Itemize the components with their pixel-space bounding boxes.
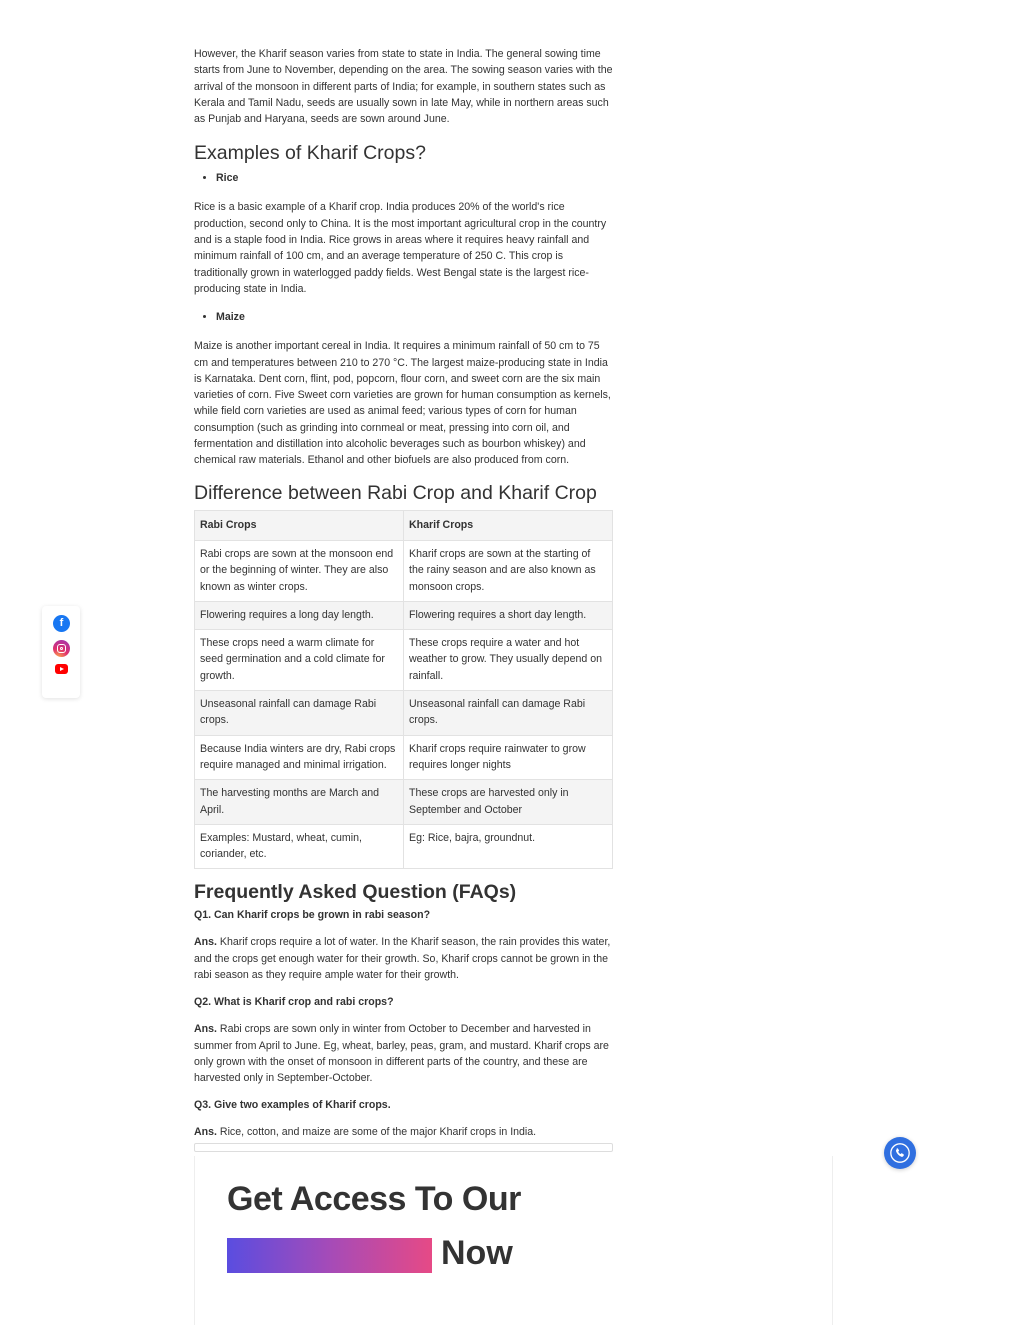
- instagram-dot: [60, 647, 63, 650]
- table-row: [195, 780, 613, 825]
- faq-question-2: Q2. What is Kharif crop and rabi crops?: [194, 996, 394, 1009]
- faq-answer-3: [194, 1124, 613, 1140]
- table-row: [195, 601, 613, 629]
- table-cell-kharif: These crops are harvested only in September and October: [404, 780, 613, 825]
- youtube-icon[interactable]: [55, 664, 68, 674]
- intro-paragraph: However, the Kharif season varies from state to state in India. The general sowing time starts from June to November, depending on the area. The sowing season varies with the arrival of the monsoon in different parts of India; for example, in southern states such as Kerala and Tamil Nadu, seeds are usually sown in late May, while in northern areas such as Punjab and Haryana, seeds are sown around June.: [194, 48, 613, 126]
- faq-question-1: Q1. Can Kharif crops be grown in rabi season?: [194, 909, 431, 922]
- difference-heading: Difference between Rabi Crop and Kharif Crop: [194, 481, 597, 504]
- table-header-rabi: Rabi Crops: [195, 510, 404, 540]
- table-row: [195, 540, 613, 601]
- table-row: [195, 691, 613, 736]
- table-row: [195, 824, 613, 869]
- phone-icon: [890, 1143, 910, 1163]
- answer-text: Rabi crops are sown only in winter from October to December and harvested in summer from April to June. Eg, wheat, barley, peas, gram, and mustard. Kharif crops are only grown with the onset of monsoon in different parts of the country, and these are harvested only in September-October.: [194, 1023, 609, 1085]
- maize-list-item: • Maize: [216, 309, 613, 325]
- rice-list: [194, 170, 613, 186]
- table-cell-rabi: Because India winters are dry, Rabi crops require managed and minimal irrigation.: [195, 735, 404, 780]
- rice-list-item: • Rice: [216, 170, 613, 186]
- table-cell-kharif: Kharif crops require rainwater to grow requires longer nights: [404, 735, 613, 780]
- divider-box: [194, 1143, 613, 1152]
- cta-card[interactable]: [194, 1156, 833, 1325]
- table-cell-rabi: The harvesting months are March and April.: [195, 780, 404, 825]
- cta-gradient-bar: [227, 1238, 432, 1273]
- comparison-table: [194, 510, 613, 870]
- youtube-play-triangle: [60, 667, 64, 671]
- table-cell-rabi: Examples: Mustard, wheat, cumin, coriander, etc.: [195, 824, 404, 869]
- maize-paragraph: Maize is another important cereal in India. It requires a minimum rainfall of 50 cm to 75 cm and temperatures between 210 to 270 °C. The largest maize-producing state in India is Karnataka. Dent corn, flint, pod, popcorn, flour corn, and sweet corn are the six main varieties of corn. Five Sweet corn varieties are grown for human consumption as kernels, while field corn varieties are used as animal feed; various types of corn for human consumption (such as grinding into cornmeal or meat, pressing into corn oil, and fermentation and distillation into alcoholic beverages such as bourbon whiskey) and chemical raw materials. Ethanol and other biofuels are also produced from corn.: [194, 340, 611, 467]
- instagram-icon[interactable]: [53, 640, 70, 657]
- answer-text: Rice, cotton, and maize are some of the major Kharif crops in India.: [219, 1126, 537, 1139]
- table-cell-kharif: These crops require a water and hot weather to grow. They usually depend on rainfall.: [404, 630, 613, 691]
- table-row: [195, 735, 613, 780]
- rice-paragraph: Rice is a basic example of a Kharif crop. India produces 20% of the world's rice production, second only to China. It is the most important agricultural crop in the country and is a staple food in India. Rice grows in areas where it requires heavy rainfall and minimum rainfall of 100 cm, and an average temperature of 250 C. This crop is traditionally grown in waterlogged paddy fields. West Bengal state is the largest rice-producing state in India.: [194, 201, 607, 295]
- table-cell-kharif: Unseasonal rainfall can damage Rabi crops.: [404, 691, 613, 736]
- answer-prefix: Ans.: [194, 936, 217, 949]
- cta-title: Get Access To Our: [227, 1180, 521, 1218]
- table-header-row: [195, 510, 613, 540]
- table-cell-rabi: These crops need a warm climate for seed germination and a cold climate for growth.: [195, 630, 404, 691]
- table-cell-kharif: Flowering requires a short day length.: [404, 601, 613, 629]
- table-cell-kharif: Eg: Rice, bajra, groundnut.: [404, 824, 613, 869]
- answer-prefix: Ans.: [194, 1126, 217, 1139]
- cta-now: Now: [441, 1234, 513, 1272]
- facebook-icon[interactable]: [53, 615, 70, 632]
- facebook-glyph: f: [59, 617, 64, 629]
- table-cell-rabi: Unseasonal rainfall can damage Rabi crops.: [195, 691, 404, 736]
- social-sidebar: [42, 606, 80, 698]
- article-content: [194, 46, 613, 1152]
- table-cell-kharif: Kharif crops are sown at the starting of the rainy season and are also known as monsoon crops.: [404, 540, 613, 601]
- examples-heading: Examples of Kharif Crops?: [194, 142, 426, 165]
- table-cell-rabi: Rabi crops are sown at the monsoon end or the beginning of winter. They are also known as winter crops.: [195, 540, 404, 601]
- table-header-kharif: Kharif Crops: [404, 510, 613, 540]
- faq-answer-2: [194, 1021, 613, 1086]
- table-row: [195, 630, 613, 691]
- faq-answer-1: [194, 934, 613, 983]
- table-cell-rabi: Flowering requires a long day length.: [195, 601, 404, 629]
- faq-heading: Frequently Asked Question (FAQs): [194, 881, 517, 904]
- maize-list: [194, 309, 613, 325]
- faq-question-3: Q3. Give two examples of Kharif crops.: [194, 1099, 391, 1112]
- answer-prefix: Ans.: [194, 1023, 217, 1036]
- instagram-ring: [57, 644, 66, 653]
- answer-text: Kharif crops require a lot of water. In the Kharif season, the rain provides this water, and the crops get enough water for their growth. So, Kharif crops cannot be grown in the rabi season as they require ample water for their growth.: [194, 936, 611, 981]
- phone-call-button[interactable]: [884, 1137, 916, 1169]
